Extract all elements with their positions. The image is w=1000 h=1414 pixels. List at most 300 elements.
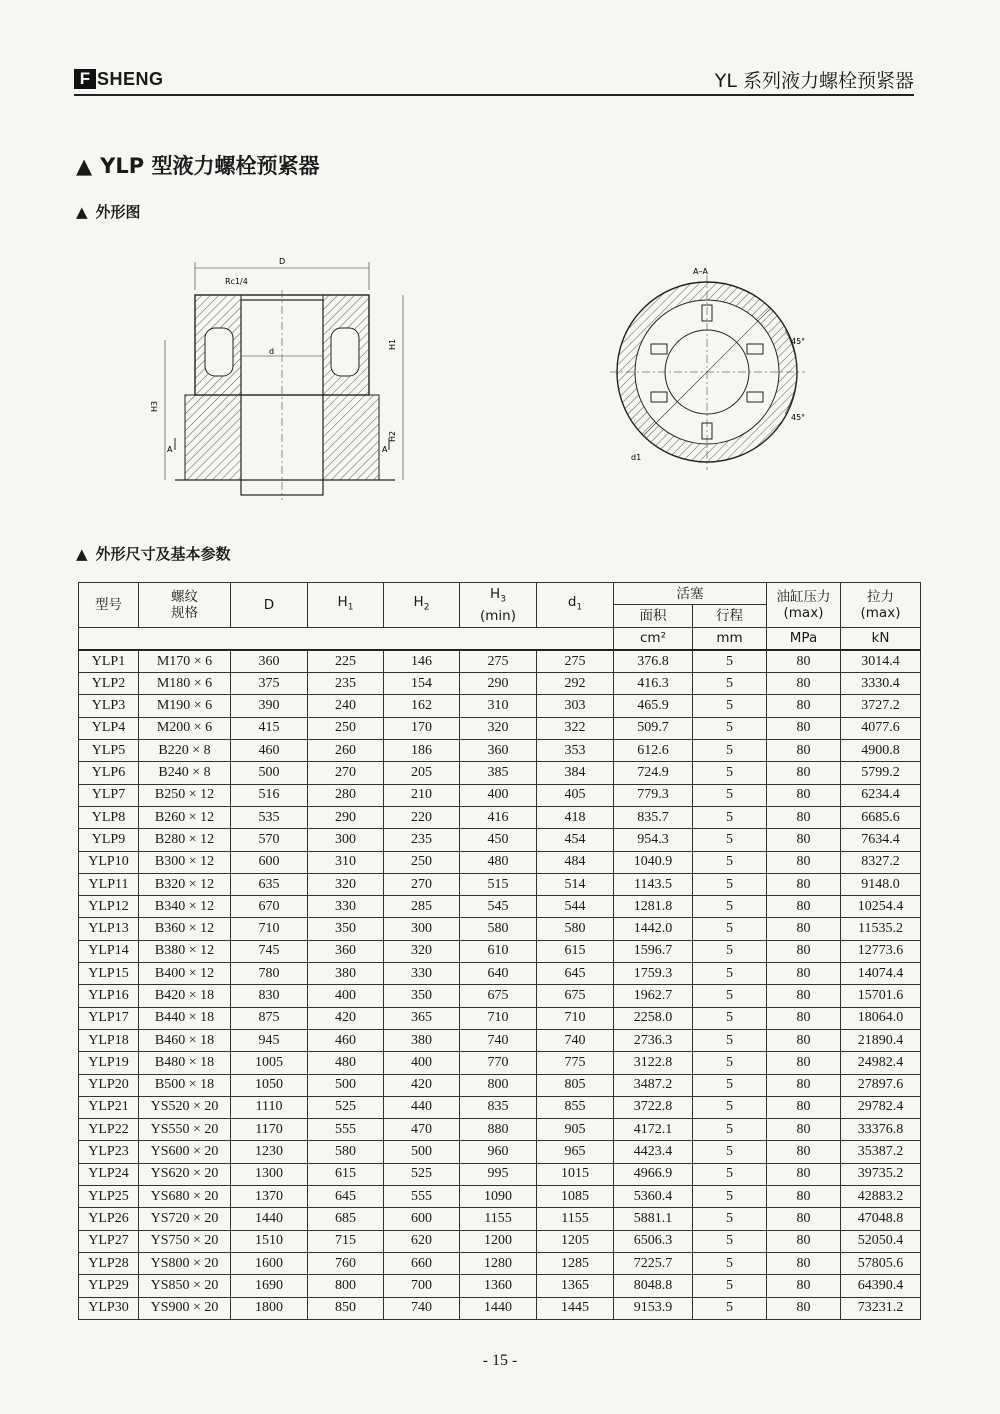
unit-stroke: mm <box>693 627 767 650</box>
table-cell: 80 <box>767 851 841 873</box>
table-cell: 7634.4 <box>841 829 921 851</box>
table-cell: 454 <box>537 829 614 851</box>
table-cell: YLP13 <box>79 918 139 940</box>
table-cell: 5 <box>693 1297 767 1319</box>
table-cell: 292 <box>537 673 614 695</box>
table-cell: 850 <box>308 1297 384 1319</box>
table-cell: 235 <box>308 673 384 695</box>
table-cell: 24982.4 <box>841 1052 921 1074</box>
table-cell: 580 <box>460 918 537 940</box>
table-cell: 270 <box>384 873 460 895</box>
table-cell: 6234.4 <box>841 784 921 806</box>
table-cell: 675 <box>537 985 614 1007</box>
table-cell: 800 <box>308 1275 384 1297</box>
table-cell: 1050 <box>231 1074 308 1096</box>
table-cell: 353 <box>537 740 614 762</box>
table-cell: 380 <box>384 1029 460 1051</box>
table-cell: 205 <box>384 762 460 784</box>
table-cell: 3014.4 <box>841 650 921 673</box>
col-d1: $d_1$ <box>537 583 614 628</box>
table-cell: 500 <box>231 762 308 784</box>
table-cell: 500 <box>308 1074 384 1096</box>
table-cell: 154 <box>384 673 460 695</box>
series-title: YL 系列液力螺栓预紧器 <box>714 70 914 92</box>
table-cell: YS900 × 20 <box>139 1297 231 1319</box>
table-cell: 5 <box>693 784 767 806</box>
table-cell: 80 <box>767 1141 841 1163</box>
col-piston: 活塞 <box>614 583 767 605</box>
table-row <box>79 1096 921 1118</box>
table-cell: 3487.2 <box>614 1074 693 1096</box>
table-row <box>79 985 921 1007</box>
table-cell: YLP28 <box>79 1252 139 1274</box>
table-cell: 460 <box>308 1029 384 1051</box>
table-row <box>79 896 921 918</box>
table-cell: YLP27 <box>79 1230 139 1252</box>
table-cell: 615 <box>308 1163 384 1185</box>
table-cell: 544 <box>537 896 614 918</box>
table-cell: YLP7 <box>79 784 139 806</box>
table-cell: 80 <box>767 1119 841 1141</box>
table-cell: B280 × 12 <box>139 829 231 851</box>
table-cell: 5 <box>693 940 767 962</box>
triangle-icon: ▲ <box>76 203 88 221</box>
table-cell: 420 <box>308 1007 384 1029</box>
table-cell: 52050.4 <box>841 1230 921 1252</box>
table-cell: YLP1 <box>79 650 139 673</box>
table-row <box>79 673 921 695</box>
table-cell: 612.6 <box>614 740 693 762</box>
table-cell: 33376.8 <box>841 1119 921 1141</box>
col-thread: 螺纹 规格 <box>139 583 231 628</box>
table-cell: 5 <box>693 650 767 673</box>
table-cell: 80 <box>767 896 841 918</box>
table-cell: 5 <box>693 673 767 695</box>
table-cell: 80 <box>767 1230 841 1252</box>
table-cell: 1360 <box>460 1275 537 1297</box>
table-cell: 4423.4 <box>614 1141 693 1163</box>
table-cell: 5 <box>693 918 767 940</box>
table-cell: 555 <box>308 1119 384 1141</box>
table-cell: 365 <box>384 1007 460 1029</box>
table-cell: 280 <box>308 784 384 806</box>
sectional-drawing <box>145 250 415 505</box>
table-cell: 390 <box>231 695 308 717</box>
table-cell: 15701.6 <box>841 985 921 1007</box>
table-cell: 5 <box>693 1096 767 1118</box>
table-cell: B360 × 12 <box>139 918 231 940</box>
table-cell: 4172.1 <box>614 1119 693 1141</box>
table-cell: 600 <box>231 851 308 873</box>
table-cell: 275 <box>460 650 537 673</box>
table-cell: 780 <box>231 963 308 985</box>
brand-logo <box>74 68 164 90</box>
table-cell: 5 <box>693 873 767 895</box>
unit-area: cm² <box>614 627 693 650</box>
col-pressure: 油缸压力 (max) <box>767 583 841 628</box>
table-row <box>79 829 921 851</box>
rc-label: Rc1/4 <box>225 277 248 286</box>
table-cell: 27897.6 <box>841 1074 921 1096</box>
table-cell: 350 <box>384 985 460 1007</box>
table-cell: 740 <box>460 1029 537 1051</box>
table-cell: 80 <box>767 1163 841 1185</box>
table-cell: 64390.4 <box>841 1275 921 1297</box>
dim-d-label: d <box>269 347 275 356</box>
table-row <box>79 918 921 940</box>
table-cell: 905 <box>537 1119 614 1141</box>
table-cell: 320 <box>308 873 384 895</box>
table-cell: YLP4 <box>79 717 139 739</box>
table-cell: 80 <box>767 873 841 895</box>
table-cell: 310 <box>460 695 537 717</box>
col-force: 拉力 (max) <box>841 583 921 628</box>
table-row <box>79 940 921 962</box>
table-cell: 1370 <box>231 1186 308 1208</box>
table-cell: 300 <box>308 829 384 851</box>
table-cell: M200 × 6 <box>139 717 231 739</box>
table-cell: 5 <box>693 985 767 1007</box>
table-cell: 745 <box>231 940 308 962</box>
table-cell: 5799.2 <box>841 762 921 784</box>
table-cell: YLP24 <box>79 1163 139 1185</box>
table-cell: 5 <box>693 1186 767 1208</box>
table-cell: 14074.4 <box>841 963 921 985</box>
table-cell: 9148.0 <box>841 873 921 895</box>
table-cell: M170 × 6 <box>139 650 231 673</box>
table-cell: 290 <box>460 673 537 695</box>
table-cell: YLP5 <box>79 740 139 762</box>
table-cell: 525 <box>384 1163 460 1185</box>
table-cell: 1690 <box>231 1275 308 1297</box>
table-cell: 645 <box>537 963 614 985</box>
table-cell: 5 <box>693 717 767 739</box>
table-cell: 42883.2 <box>841 1186 921 1208</box>
table-cell: 250 <box>308 717 384 739</box>
table-cell: 1800 <box>231 1297 308 1319</box>
section-AA-label: A–A <box>693 267 708 276</box>
table-cell: 1085 <box>537 1186 614 1208</box>
table-cell: 303 <box>537 695 614 717</box>
table-cell: 460 <box>231 740 308 762</box>
table-row <box>79 1052 921 1074</box>
table-cell: YLP2 <box>79 673 139 695</box>
table-cell: 5 <box>693 1119 767 1141</box>
table-cell: YS850 × 20 <box>139 1275 231 1297</box>
table-cell: 570 <box>231 829 308 851</box>
dim-d1-label: d1 <box>631 453 642 462</box>
table-cell: 80 <box>767 1208 841 1230</box>
table-cell: 80 <box>767 1186 841 1208</box>
table-cell: 779.3 <box>614 784 693 806</box>
table-cell: 21890.4 <box>841 1029 921 1051</box>
table-heading-text: 外形尺寸及基本参数 <box>95 545 231 563</box>
table-row <box>79 1230 921 1252</box>
table-cell: 5 <box>693 963 767 985</box>
dim-H2-label: H2 <box>388 430 397 442</box>
table-cell: 1510 <box>231 1230 308 1252</box>
table-cell: 375 <box>231 673 308 695</box>
table-row <box>79 963 921 985</box>
triangle-icon: ▲ <box>76 545 88 563</box>
section-title-text: YLP 型液力螺栓预紧器 <box>100 154 320 178</box>
table-row <box>79 784 921 806</box>
table-cell: YLP10 <box>79 851 139 873</box>
table-cell: 5 <box>693 806 767 828</box>
table-cell: 240 <box>308 695 384 717</box>
table-cell: 400 <box>384 1052 460 1074</box>
table-cell: 80 <box>767 650 841 673</box>
table-cell: 4966.9 <box>614 1163 693 1185</box>
table-row <box>79 873 921 895</box>
table-row <box>79 1007 921 1029</box>
table-cell: 1300 <box>231 1163 308 1185</box>
table-cell: 610 <box>460 940 537 962</box>
table-cell: 80 <box>767 1007 841 1029</box>
table-cell: 800 <box>460 1074 537 1096</box>
col-D: D <box>231 583 308 628</box>
table-cell: 5 <box>693 1141 767 1163</box>
table-cell: 330 <box>384 963 460 985</box>
table-row <box>79 717 921 739</box>
table-cell: 5 <box>693 896 767 918</box>
table-cell: YLP6 <box>79 762 139 784</box>
table-cell: 1170 <box>231 1119 308 1141</box>
col-area: 面积 <box>614 605 693 627</box>
table-cell: YLP20 <box>79 1074 139 1096</box>
table-cell: B440 × 18 <box>139 1007 231 1029</box>
table-cell: 80 <box>767 1052 841 1074</box>
section-A-left: A <box>167 445 173 454</box>
table-row <box>79 1252 921 1274</box>
table-cell: B420 × 18 <box>139 985 231 1007</box>
table-cell: 965 <box>537 1141 614 1163</box>
table-cell: 740 <box>384 1297 460 1319</box>
table-heading <box>76 543 231 564</box>
table-cell: 880 <box>460 1119 537 1141</box>
table-cell: YLP29 <box>79 1275 139 1297</box>
table-row <box>79 1141 921 1163</box>
table-cell: B460 × 18 <box>139 1029 231 1051</box>
table-cell: 80 <box>767 985 841 1007</box>
table-cell: YLP16 <box>79 985 139 1007</box>
page-header <box>74 62 914 96</box>
table-cell: B240 × 8 <box>139 762 231 784</box>
table-cell: 700 <box>384 1275 460 1297</box>
table-cell: 1440 <box>231 1208 308 1230</box>
table-cell: 805 <box>537 1074 614 1096</box>
table-cell: 3727.2 <box>841 695 921 717</box>
table-cell: 5 <box>693 1208 767 1230</box>
table-cell: 960 <box>460 1141 537 1163</box>
table-cell: 9153.9 <box>614 1297 693 1319</box>
table-cell: 555 <box>384 1186 460 1208</box>
table-cell: 80 <box>767 806 841 828</box>
spec-table <box>78 582 921 1320</box>
table-cell: 146 <box>384 650 460 673</box>
table-cell: 1230 <box>231 1141 308 1163</box>
table-cell: 250 <box>384 851 460 873</box>
table-cell: 6685.6 <box>841 806 921 828</box>
table-cell: 12773.6 <box>841 940 921 962</box>
header-row-1 <box>79 583 921 605</box>
table-cell: YS750 × 20 <box>139 1230 231 1252</box>
col-H1: $H_1$ <box>308 583 384 628</box>
table-cell: 1365 <box>537 1275 614 1297</box>
table-cell: 80 <box>767 829 841 851</box>
table-cell: 440 <box>384 1096 460 1118</box>
table-row <box>79 1186 921 1208</box>
table-cell: 416 <box>460 806 537 828</box>
col-H3: $H_3$ (min) <box>460 583 537 628</box>
table-cell: 615 <box>537 940 614 962</box>
table-cell: 465.9 <box>614 695 693 717</box>
table-cell: 5881.1 <box>614 1208 693 1230</box>
table-cell: B250 × 12 <box>139 784 231 806</box>
table-cell: YLP30 <box>79 1297 139 1319</box>
table-cell: 39735.2 <box>841 1163 921 1185</box>
table-cell: 57805.6 <box>841 1252 921 1274</box>
table-cell: 480 <box>308 1052 384 1074</box>
table-cell: 515 <box>460 873 537 895</box>
table-cell: 5 <box>693 740 767 762</box>
table-cell: YS550 × 20 <box>139 1119 231 1141</box>
unit-row <box>79 627 921 650</box>
table-cell: 1280 <box>460 1252 537 1274</box>
table-row <box>79 851 921 873</box>
dim-D-label: D <box>279 257 286 266</box>
table-cell: 740 <box>537 1029 614 1051</box>
table-cell: 80 <box>767 673 841 695</box>
table-cell: 5 <box>693 1074 767 1096</box>
table-cell: 80 <box>767 918 841 940</box>
table-cell: 830 <box>231 985 308 1007</box>
table-cell: 710 <box>460 1007 537 1029</box>
table-cell: 5 <box>693 1029 767 1051</box>
table-cell: YLP15 <box>79 963 139 985</box>
table-cell: 80 <box>767 717 841 739</box>
table-cell: 995 <box>460 1163 537 1185</box>
table-cell: 1596.7 <box>614 940 693 962</box>
dim-H3-label: H3 <box>150 400 159 412</box>
table-cell: 29782.4 <box>841 1096 921 1118</box>
table-cell: 675 <box>460 985 537 1007</box>
table-cell: B220 × 8 <box>139 740 231 762</box>
table-cell: 47048.8 <box>841 1208 921 1230</box>
table-cell: 350 <box>308 918 384 940</box>
table-cell: 535 <box>231 806 308 828</box>
table-cell: YLP23 <box>79 1141 139 1163</box>
table-cell: 1285 <box>537 1252 614 1274</box>
table-cell: 80 <box>767 762 841 784</box>
table-cell: 320 <box>460 717 537 739</box>
table-cell: B260 × 12 <box>139 806 231 828</box>
dim-H1-label: H1 <box>388 338 397 350</box>
table-row <box>79 1163 921 1185</box>
table-cell: 945 <box>231 1029 308 1051</box>
table-cell: YLP17 <box>79 1007 139 1029</box>
col-model: 型号 <box>79 583 139 628</box>
table-cell: 710 <box>231 918 308 940</box>
table-cell: B320 × 12 <box>139 873 231 895</box>
table-cell: 5 <box>693 1230 767 1252</box>
table-cell: 170 <box>384 717 460 739</box>
table-cell: 5 <box>693 1007 767 1029</box>
table-cell: 1155 <box>537 1208 614 1230</box>
table-cell: 3122.8 <box>614 1052 693 1074</box>
table-cell: 514 <box>537 873 614 895</box>
table-cell: 260 <box>308 740 384 762</box>
table-cell: 400 <box>460 784 537 806</box>
table-cell: YLP21 <box>79 1096 139 1118</box>
table-cell: 545 <box>460 896 537 918</box>
table-cell: 385 <box>460 762 537 784</box>
table-cell: 5 <box>693 851 767 873</box>
table-cell: 360 <box>231 650 308 673</box>
angle-upper: 45° <box>791 337 806 346</box>
table-cell: 220 <box>384 806 460 828</box>
table-row <box>79 1029 921 1051</box>
section-title <box>76 150 319 180</box>
table-cell: M180 × 6 <box>139 673 231 695</box>
table-cell: 225 <box>308 650 384 673</box>
table-cell: 285 <box>384 896 460 918</box>
table-cell: 80 <box>767 1252 841 1274</box>
table-cell: 416.3 <box>614 673 693 695</box>
table-cell: 6506.3 <box>614 1230 693 1252</box>
table-cell: 1281.8 <box>614 896 693 918</box>
table-cell: 80 <box>767 963 841 985</box>
col-H2: $H_2$ <box>384 583 460 628</box>
table-cell: 450 <box>460 829 537 851</box>
table-cell: 1090 <box>460 1186 537 1208</box>
table-cell: 210 <box>384 784 460 806</box>
table-cell: 322 <box>537 717 614 739</box>
table-cell: 635 <box>231 873 308 895</box>
drawing-heading-text: 外形图 <box>95 203 141 221</box>
table-cell: 80 <box>767 740 841 762</box>
table-cell: 660 <box>384 1252 460 1274</box>
table-cell: 710 <box>537 1007 614 1029</box>
table-row <box>79 650 921 673</box>
table-cell: 525 <box>308 1096 384 1118</box>
table-cell: 270 <box>308 762 384 784</box>
table-cell: 4900.8 <box>841 740 921 762</box>
table-cell: 645 <box>308 1186 384 1208</box>
table-cell: 715 <box>308 1230 384 1252</box>
table-row <box>79 1119 921 1141</box>
table-cell: 5 <box>693 1163 767 1185</box>
table-cell: 405 <box>537 784 614 806</box>
table-cell: YS600 × 20 <box>139 1141 231 1163</box>
table-cell: 80 <box>767 784 841 806</box>
table-cell: 484 <box>537 851 614 873</box>
table-cell: 310 <box>308 851 384 873</box>
table-cell: 10254.4 <box>841 896 921 918</box>
table-cell: 5 <box>693 762 767 784</box>
table-cell: 724.9 <box>614 762 693 784</box>
unit-force: kN <box>841 627 921 650</box>
table-cell: 5 <box>693 1252 767 1274</box>
table-cell: 640 <box>460 963 537 985</box>
table-cell: 1205 <box>537 1230 614 1252</box>
angle-lower: 45° <box>791 413 806 422</box>
table-cell: 80 <box>767 940 841 962</box>
table-row <box>79 1297 921 1319</box>
header-divider <box>74 94 914 96</box>
section-A-right: A <box>382 445 388 454</box>
table-cell: 5 <box>693 829 767 851</box>
